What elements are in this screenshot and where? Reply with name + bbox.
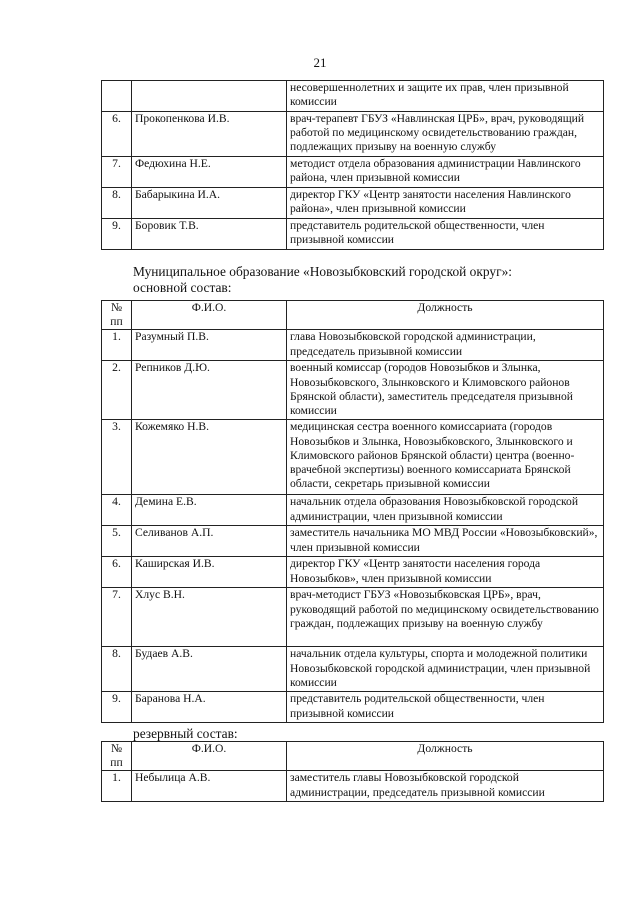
member-position: глава Новозыбковской городской администрации, председатель призывной комиссии [287,330,604,361]
section-heading-main [133,264,512,296]
row-number: 8. [102,647,132,692]
member-name: Кожемяко Н.В. [132,420,287,495]
member-name: Селиванов А.П. [132,526,287,557]
member-position: военный комиссар (городов Новозыбков и Злынка, Новозыбковского, Злынковского и Климовского районов Брянской области), заместитель председателя призывной комиссии [287,361,604,420]
row-number: 9. [102,219,132,250]
member-name: Федюхина Н.Е. [132,157,287,188]
table-row [102,81,604,112]
row-number: 8. [102,188,132,219]
table-row [102,361,604,420]
member-position: начальник отдела образования Новозыбковской городской администрации, член призывной комиссии [287,495,604,526]
row-number: 5. [102,526,132,557]
continued-members-table [101,80,604,250]
page-number: 21 [313,55,327,70]
table-header-row [102,301,604,330]
member-position: представитель родительской общественности, член призывной комиссии [287,692,604,723]
member-position: методист отдела образования администрации Навлинского района, член призывной комиссии [287,157,604,188]
table-row [102,188,604,219]
member-name: Бабарыкина И.А. [132,188,287,219]
member-position: директор ГКУ «Центр занятости населения города Новозыбков», член призывной комиссии [287,557,604,588]
member-position: врач-методист ГБУЗ «Новозыбковская ЦРБ», врач, руководящий работой по медицинскому освидетельствованию граждан, подлежащих призыву на военную службу [287,588,604,647]
member-position: заместитель начальника МО МВД России «Новозыбковский», член призывной комиссии [287,526,604,557]
main-composition-table [101,300,604,723]
header-fio: Ф.И.О. [132,301,287,330]
table-row [102,420,604,495]
row-number: 3. [102,420,132,495]
member-name [132,81,287,112]
header-fio: Ф.И.О. [132,742,287,771]
row-number: 6. [102,112,132,157]
row-number: 2. [102,361,132,420]
section-heading-reserve [133,726,238,742]
row-number: 1. [102,771,132,802]
table-row [102,495,604,526]
member-name: Репников Д.Ю. [132,361,287,420]
member-position: представитель родительской общественности, член призывной комиссии [287,219,604,250]
table-row [102,157,604,188]
table-row [102,557,604,588]
header-number: № пп [102,301,132,330]
row-number: 7. [102,588,132,647]
member-name: Небылица А.В. [132,771,287,802]
table-row [102,647,604,692]
table-row [102,692,604,723]
header-position: Должность [287,742,604,771]
member-position: врач-терапевт ГБУЗ «Навлинская ЦРБ», врач, руководящий работой по медицинскому освидетельствованию граждан, подлежащих призыву на военную службу [287,112,604,157]
municipality-title: Муниципальное образование «Новозыбковский городской округ»: [133,264,512,279]
reserve-composition-table [101,741,604,802]
member-position: начальник отдела культуры, спорта и молодежной политики Новозыбковской городской администрации, член призывной комиссии [287,647,604,692]
member-position: директор ГКУ «Центр занятости населения Навлинского района», член призывной комиссии [287,188,604,219]
row-number: 7. [102,157,132,188]
table-row [102,219,604,250]
row-number: 4. [102,495,132,526]
row-number: 6. [102,557,132,588]
row-number: 1. [102,330,132,361]
table-header-row [102,742,604,771]
member-name: Демина Е.В. [132,495,287,526]
table-row [102,526,604,557]
table-row [102,330,604,361]
member-name: Разумный П.В. [132,330,287,361]
row-number: 9. [102,692,132,723]
composition-subtitle: основной состав: [133,280,232,295]
member-position: несовершеннолетних и защите их прав, член призывной комиссии [287,81,604,112]
header-position: Должность [287,301,604,330]
member-name: Боровик Т.В. [132,219,287,250]
member-name: Будаев А.В. [132,647,287,692]
table-row [102,112,604,157]
member-name: Каширская И.В. [132,557,287,588]
table-row [102,588,604,647]
header-number: № пп [102,742,132,771]
member-position: заместитель главы Новозыбковской городской администрации, председатель призывной комиссии [287,771,604,802]
member-position: медицинская сестра военного комиссариата (городов Новозыбков и Злынка, Новозыбковского, Злынковского и Климовского районов Брянской области) центра (военно-врачебной экспертизы) военного комиссариата Брянской области, секретарь призывной комиссии [287,420,604,495]
table-row [102,771,604,802]
member-name: Баранова Н.А. [132,692,287,723]
member-name: Хлус В.Н. [132,588,287,647]
reserve-subtitle: резервный состав: [133,726,238,741]
row-number [102,81,132,112]
member-name: Прокопенкова И.В. [132,112,287,157]
